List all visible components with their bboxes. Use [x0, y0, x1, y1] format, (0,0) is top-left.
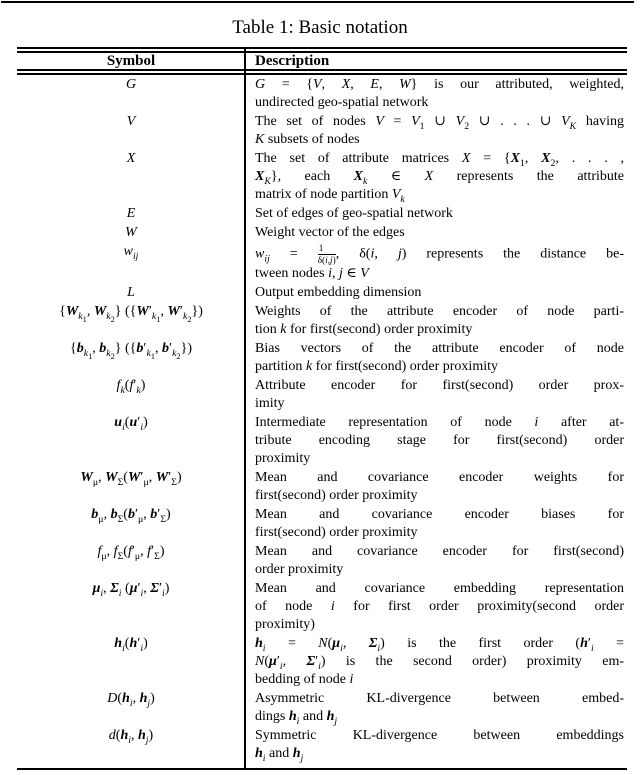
description-cell: [245, 469, 627, 505]
description-cell: [245, 377, 627, 413]
symbol-cell: $\mu_i$, $\Sigma_i$ ($\mu'_i$, $\Sigma'_i$): [92, 581, 170, 600]
column-divider-rule: [244, 47, 246, 770]
description-line: first(second) order proximity: [255, 525, 418, 541]
symbol-cell: {$W_{k_1}$, $W_{k_2}$} ({$W'_{k_1}$, $W'_{k_2}$}): [59, 304, 203, 324]
description-line: Mean and covariance embedding representation: [255, 581, 624, 597]
symbol-cell: $d(h_i$, $h_j$): [108, 728, 154, 747]
bottom-horizontal-rule: [17, 768, 627, 770]
symbol-column-header: Symbol: [106, 52, 156, 69]
notation-table: [17, 47, 627, 764]
description-cell: [245, 340, 627, 376]
symbol-cell: W: [125, 225, 137, 240]
symbol-cell: V: [126, 114, 136, 129]
table-row: [17, 340, 627, 377]
description-cell: [245, 506, 627, 542]
table-row: [17, 284, 627, 303]
symbol-cell: E: [126, 206, 136, 221]
description-line: partition k for first(second) order proximity: [255, 359, 498, 375]
description-cell: [245, 113, 627, 149]
description-cell: [245, 205, 627, 223]
description-cell: [245, 727, 627, 763]
description-line: Mean and covariance encoder weights for: [255, 470, 624, 486]
description-line: $h_i$ and $h_j$: [255, 746, 304, 765]
description-line: Output embedding dimension: [255, 285, 422, 301]
symbol-cell: $u_i(u'_i)$: [114, 415, 148, 434]
table-row: [17, 150, 627, 205]
table-row: [17, 243, 627, 284]
symbol-cell: $f_k(f'_k)$: [116, 378, 146, 397]
description-line: The set of nodes $V = V_1$ ∪ $V_2$ ∪ . . . ∪ $V_K$ having: [255, 114, 624, 132]
description-line: Weight vector of the edges: [255, 225, 405, 240]
table-row: [17, 303, 627, 340]
description-column-header: Description: [255, 52, 330, 69]
table-row: [17, 469, 627, 506]
description-cell: [245, 690, 627, 726]
symbol-cell: $W_\mu$, $W_\Sigma(W'_\mu$, $W'_\Sigma$): [80, 470, 182, 489]
description-line: Bias vectors of the attribute encoder of node: [255, 341, 624, 357]
table-row: [17, 414, 627, 469]
description-line: Intermediate representation of node i after at-: [255, 415, 624, 431]
table-row: [17, 377, 627, 414]
description-line: Symmetric KL-divergence between embeddings: [255, 728, 624, 744]
description-cell: [245, 76, 627, 112]
description-cell: [245, 284, 627, 302]
description-line: tion k for first(second) order proximity: [255, 322, 473, 338]
description-line: undirected geo-spatial network: [255, 95, 429, 110]
description-cell: [245, 303, 627, 339]
description-line: imity: [255, 396, 285, 412]
description-line: dings $h_i$ and $h_j$: [255, 709, 338, 728]
table-header-row: [17, 53, 627, 69]
symbol-cell: X: [126, 151, 136, 166]
description-line: first(second) order proximity: [255, 488, 418, 504]
description-line: G = {V, X, E, W} is our attributed, weighted,: [255, 77, 625, 92]
description-line: $w_{ij}$ = $\frac{1}{\delta(i,j)}$ , δ(i, j) represents the distance be-: [255, 243, 624, 265]
symbol-cell: $f_\mu$, $f_\Sigma(f'_\mu$, $f'_\Sigma$): [97, 544, 165, 563]
description-line: The set of attribute matrices $X = \{X_1$, $X_2$, . . . ,: [255, 151, 625, 169]
table-row: [17, 76, 627, 113]
description-line: Asymmetric KL-divergence between embed-: [255, 691, 624, 707]
description-line: tween nodes i, j ∈ V: [255, 266, 369, 282]
description-cell: [245, 150, 627, 204]
description-cell: [245, 414, 627, 468]
description-line: Attribute encoder for first(second) order prox-: [255, 378, 624, 394]
table-row: [17, 635, 627, 690]
table-caption: Table 1: Basic notation: [232, 17, 408, 38]
table-row: [17, 205, 627, 224]
table-row: [17, 224, 627, 243]
description-cell: [245, 635, 627, 689]
top-horizontal-rule: [1, 1, 634, 3]
description-cell: [245, 580, 627, 634]
description-line: matrix of node partition $V_k$: [255, 187, 405, 205]
description-line: $h_i = N(\mu_i$, $\Sigma_i$) is the first order ($h'_i$ =: [255, 636, 624, 655]
symbol-cell: L: [127, 285, 135, 301]
description-line: proximity): [255, 617, 315, 633]
description-line: K subsets of nodes: [255, 132, 360, 147]
table-row: [17, 543, 627, 580]
symbol-cell: {$b_{k_1}$, $b_{k_2}$} ({$b'_{k_1}$, $b'_{k_2}$}): [70, 341, 192, 361]
description-line: $X_K$}, each $X_k$ ∈ X represents the attribute: [255, 169, 624, 187]
table-row: [17, 113, 627, 150]
table-body: [17, 75, 627, 764]
table-row: [17, 580, 627, 635]
symbol-cell: $D(h_i$, $h_j$): [107, 691, 155, 710]
symbol-cell: $b_\mu$, $b_\Sigma(b'_\mu$, $b'_\Sigma$): [91, 507, 171, 526]
table-row: [17, 506, 627, 543]
description-cell: [245, 543, 627, 579]
table-row: [17, 727, 627, 764]
description-line: Mean and covariance encoder biases for: [255, 507, 624, 523]
description-line: $N(\mu'_i$, $\Sigma'_i$) is the second order) proximity em-: [255, 654, 625, 673]
description-line: of node i for first order proximity(second order: [255, 599, 624, 615]
symbol-cell: $h_i(h'_i)$: [114, 636, 148, 655]
symbol-cell: $w_{ij}$: [123, 244, 139, 262]
description-line: tribute encoding stage for first(second) order: [255, 433, 624, 449]
description-line: bedding of node i: [255, 672, 354, 688]
table-row: [17, 690, 627, 727]
description-line: Set of edges of geo-spatial network: [255, 206, 453, 221]
description-line: Weights of the attribute encoder of node parti-: [255, 304, 624, 320]
symbol-cell: G: [125, 77, 137, 92]
description-line: proximity: [255, 451, 311, 467]
description-line: Mean and covariance encoder for first(second): [255, 544, 624, 560]
description-line: order proximity: [255, 562, 344, 578]
description-cell: [245, 224, 627, 242]
description-cell: [245, 243, 627, 283]
